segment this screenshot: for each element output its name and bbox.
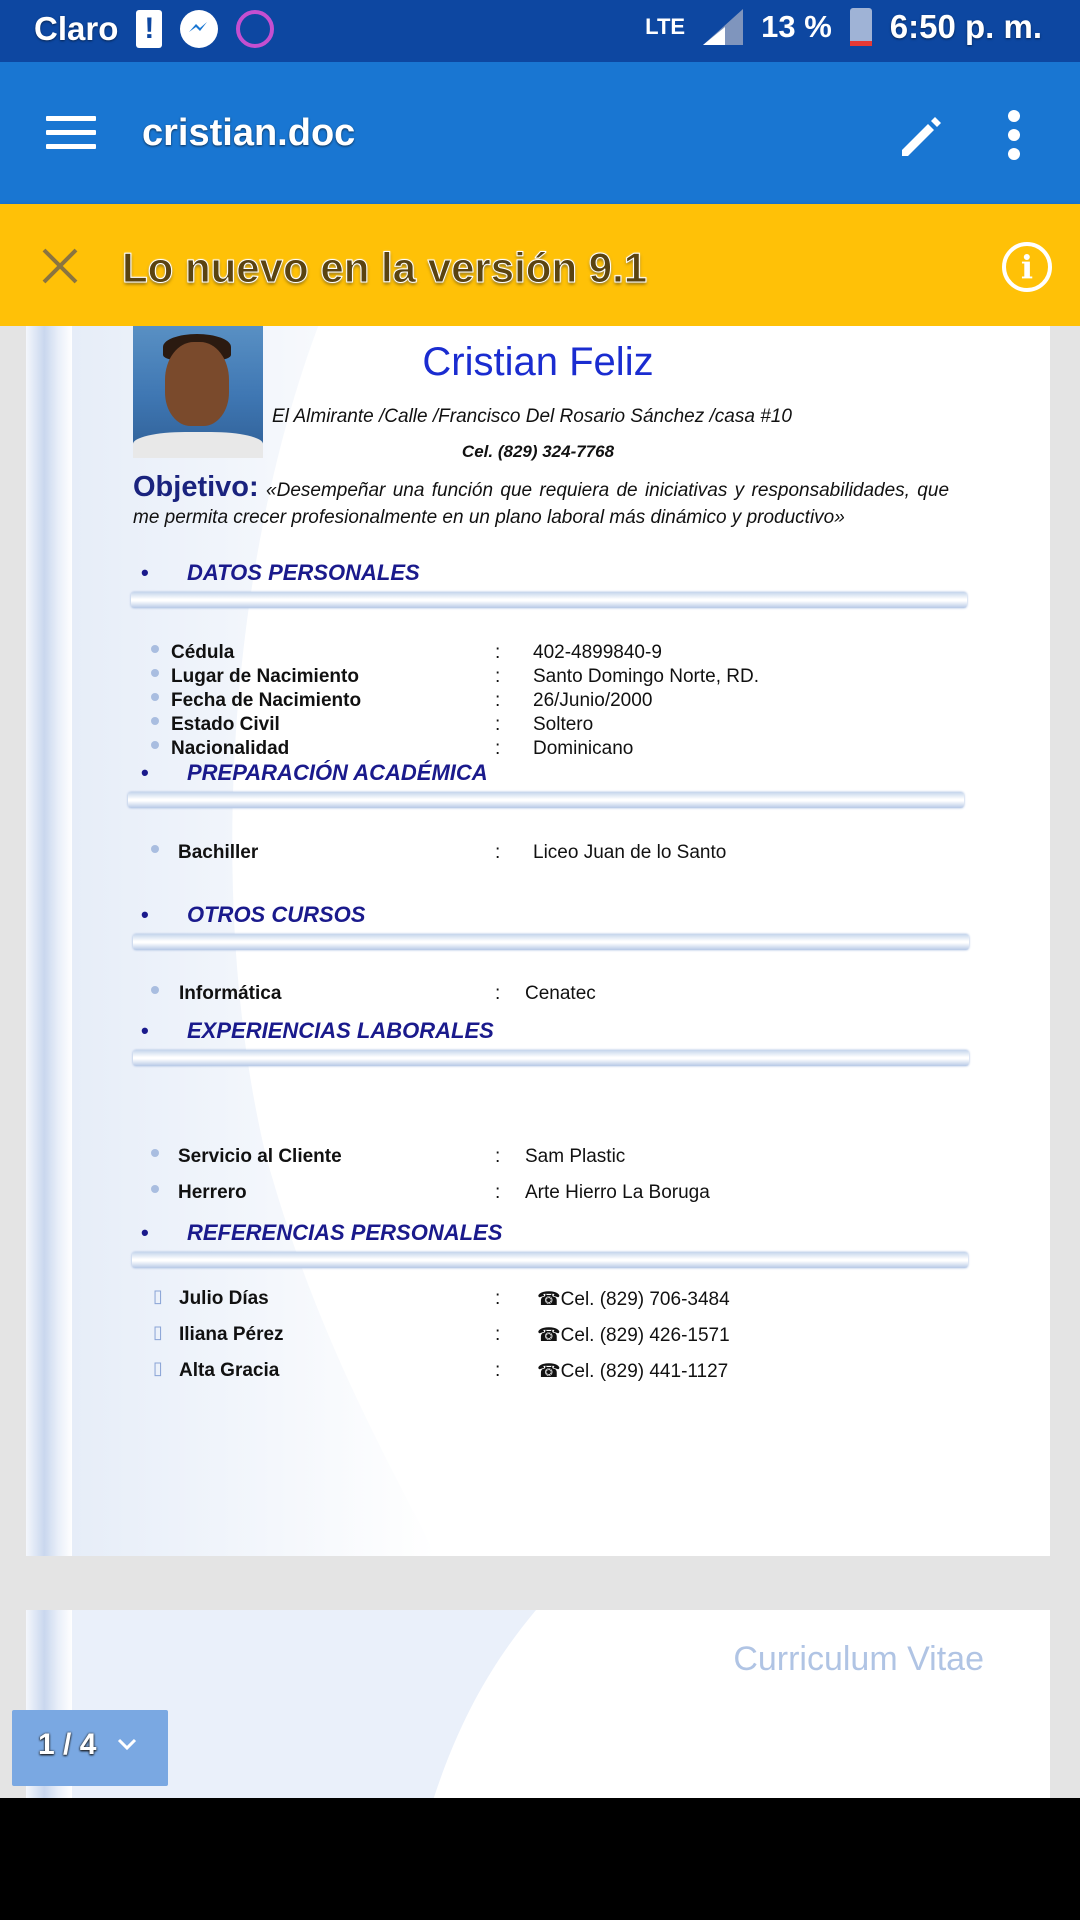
objective-paragraph [133,471,950,531]
page-background-decoration [26,1610,1050,1798]
section-divider [131,592,967,608]
datos-row: Estado Civil : Soltero [151,714,971,738]
resume-phone: Cel. (829) 324-7768 [461,442,615,461]
carrier-name: Claro [34,10,119,47]
whatsapp-icon [236,10,274,48]
document-page-1 [26,326,1050,1556]
page-edge-decoration [26,326,72,1556]
datos-row: Nacionalidad : Dominicano [151,738,971,762]
navigation-bar-area [0,1798,1080,1920]
app-bar [0,62,1080,204]
page-indicator-text: 1 / 4 [38,1728,97,1761]
datos-row: Lugar de Nacimiento : Santo Domingo Norte, RD. [151,666,971,690]
document-title: cristian.doc [142,112,356,154]
info-icon[interactable]: i [1002,242,1052,292]
referencia-row: ▯ Julio Días : ☎Cel. (829) 706-3484 [153,1286,730,1310]
section-divider [132,1252,968,1268]
section-heading-experiencias-laborales: • EXPERIENCIAS LABORALES [141,1018,494,1043]
section-divider [133,1050,969,1066]
section-divider [128,792,964,808]
page-2-title: Curriculum Vitae [733,1640,984,1678]
banner-title[interactable]: Lo nuevo en la versión 9.1 [122,244,648,291]
preparacion-row: Bachiller : Liceo Juan de lo Santo [151,842,971,866]
section-heading-referencias-personales: • REFERENCIAS PERSONALES [141,1220,503,1245]
chevron-down-icon [116,1736,138,1752]
section-heading-datos-personales: • DATOS PERSONALES [141,560,420,585]
section-heading-preparacion-academica: • PREPARACIÓN ACADÉMICA [141,760,488,785]
datos-row: Fecha de Nacimiento : 26/Junio/2000 [151,690,971,714]
experiencias-row: Herrero : Arte Hierro La Boruga [151,1182,971,1206]
document-page-2 [26,1610,1050,1798]
battery-percent: 13 % [761,9,832,44]
objective-label: Objetivo: [133,471,259,503]
clock: 6:50 p. m. [889,8,1042,45]
close-icon[interactable] [40,246,80,286]
objective-text: «Desempeñar una función que requiera de iniciativas y responsabilidades, que me permita crecer profesionalmente en un plano laboral más dinámico y productivo» [133,480,950,528]
status-bar [0,0,1080,62]
edit-pencil-icon[interactable] [896,110,948,162]
cursos-row: Informática : Cenatec [151,983,971,1007]
more-options-icon[interactable] [1000,110,1028,160]
whats-new-banner [0,204,1080,326]
alert-notification-icon: ! [136,10,162,48]
section-divider [133,934,969,950]
signal-icon [703,9,743,45]
resume-address: El Almirante /Calle /Francisco Del Rosario Sánchez /casa #10 [272,406,792,427]
datos-row: Cédula : 402-4899840-9 [151,642,971,666]
experiencias-row: Servicio al Cliente : Sam Plastic [151,1146,971,1170]
network-type: LTE [645,14,686,39]
messenger-icon [180,10,218,48]
page-indicator-button[interactable] [12,1710,168,1786]
referencia-row: ▯ Iliana Pérez : ☎Cel. (829) 426-1571 [153,1322,730,1346]
section-heading-otros-cursos: • OTROS CURSOS [141,902,366,927]
document-viewer[interactable] [0,326,1080,1798]
battery-icon [850,8,872,46]
referencia-row: ▯ Alta Gracia : ☎Cel. (829) 441-1127 [153,1358,729,1382]
resume-name: Cristian Feliz [422,340,654,384]
menu-icon[interactable] [46,116,96,150]
